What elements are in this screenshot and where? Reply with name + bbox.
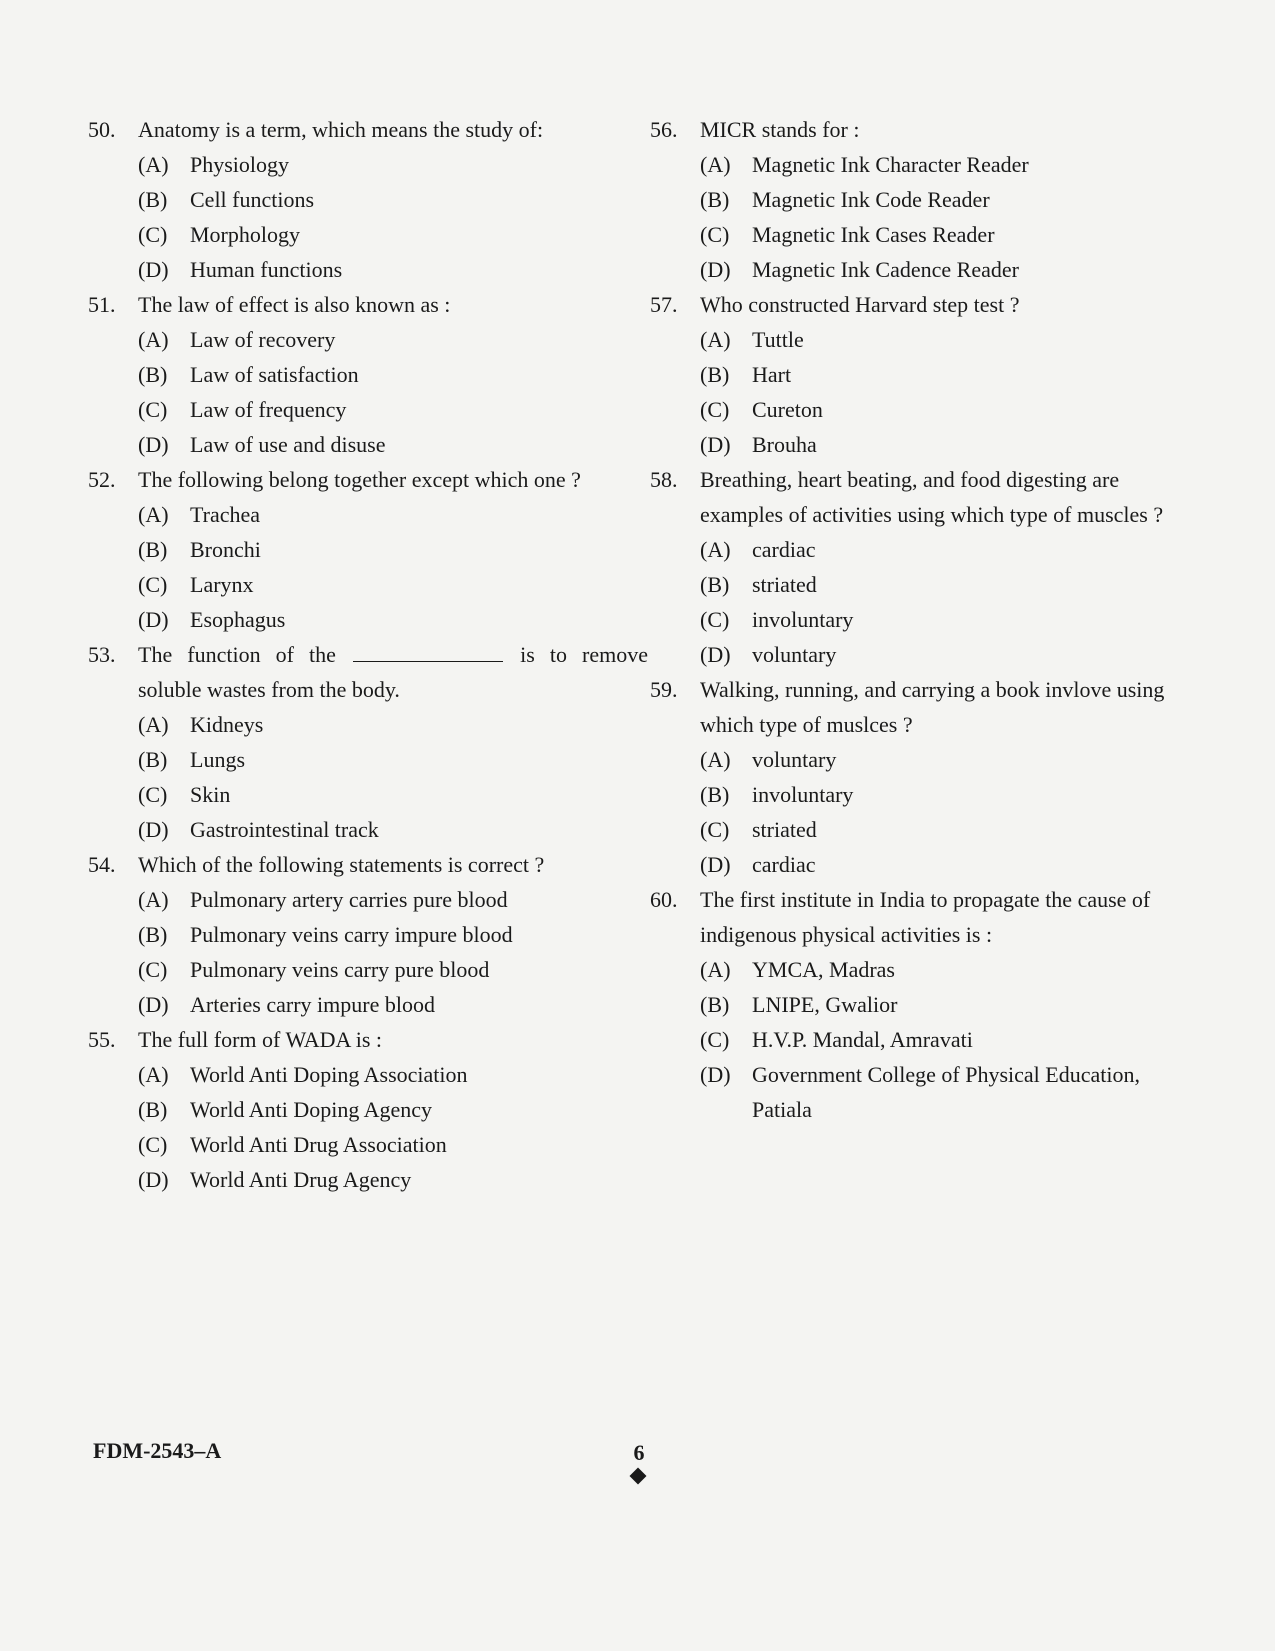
- option-text: Cell functions: [190, 187, 315, 212]
- option-text: cardiac: [752, 852, 816, 877]
- option-letter: (A): [138, 502, 169, 527]
- option-letter: (B): [138, 362, 168, 387]
- option-text: Law of use and disuse: [190, 432, 386, 457]
- question-text: Breathing, heart beating, and food digesting are examples of activities using which type of muscles ?: [700, 467, 1164, 527]
- option-text: Kidneys: [190, 712, 264, 737]
- option-text: Physiology: [190, 152, 290, 177]
- option-letter: (C): [700, 817, 730, 842]
- option-letter: (C): [138, 957, 168, 982]
- question-53: [88, 637, 648, 847]
- option-letter: (D): [700, 432, 731, 457]
- option-letter: (A): [138, 152, 169, 177]
- question-text-end: is to remove soluble wastes from the body.: [138, 642, 648, 702]
- option-text: Trachea: [190, 502, 261, 527]
- question-text: Anatomy is a term, which means the study of:: [138, 117, 544, 142]
- question-57: [650, 287, 1185, 462]
- option-letter: (B): [138, 747, 168, 772]
- option-text: Lungs: [190, 747, 245, 772]
- right-column: [650, 112, 1185, 1127]
- option-letter: (A): [700, 537, 731, 562]
- option-text: voluntary: [752, 747, 837, 772]
- option-letter: (D): [138, 607, 169, 632]
- option-text: YMCA, Madras: [752, 957, 895, 982]
- option-letter: (B): [700, 362, 730, 387]
- question-50: [88, 112, 648, 287]
- option-letter: (A): [700, 152, 731, 177]
- option-text: Arteries carry impure blood: [190, 992, 435, 1017]
- option-text: World Anti Doping Agency: [190, 1097, 433, 1122]
- question-58: [650, 462, 1185, 672]
- option-letter: (B): [700, 782, 730, 807]
- question-number: 54.: [88, 852, 116, 877]
- option-letter: (A): [700, 327, 731, 352]
- option-letter: (C): [700, 1027, 730, 1052]
- question-54: [88, 847, 648, 1022]
- option-text: Pulmonary artery carries pure blood: [190, 887, 508, 912]
- option-text: Law of recovery: [190, 327, 336, 352]
- question-text: The full form of WADA is :: [138, 1027, 383, 1052]
- question-number: 53.: [88, 642, 116, 667]
- question-60: [650, 882, 1185, 1127]
- question-number: 51.: [88, 292, 116, 317]
- option-text: Morphology: [190, 222, 300, 247]
- option-text: Cureton: [752, 397, 823, 422]
- option-text: involuntary: [752, 607, 854, 632]
- option-text: Magnetic Ink Character Reader: [752, 152, 1029, 177]
- question-text: The first institute in India to propagate the cause of indigenous physical activities is :: [700, 887, 1151, 947]
- option-text: Government College of Physical Education, Patiala: [752, 1062, 1140, 1122]
- option-text: Magnetic Ink Cases Reader: [752, 222, 995, 247]
- option-letter: (B): [138, 537, 168, 562]
- option-letter: (D): [700, 257, 731, 282]
- option-letter: (A): [138, 327, 169, 352]
- option-text: Brouha: [752, 432, 817, 457]
- option-text: cardiac: [752, 537, 816, 562]
- option-letter: (B): [700, 992, 730, 1017]
- option-letter: (D): [700, 1062, 731, 1087]
- option-text: Tuttle: [752, 327, 804, 352]
- option-text: Gastrointestinal track: [190, 817, 379, 842]
- option-text: voluntary: [752, 642, 837, 667]
- question-number: 56.: [650, 117, 678, 142]
- question-55: [88, 1022, 648, 1197]
- option-letter: (D): [138, 992, 169, 1017]
- option-letter: (D): [138, 432, 169, 457]
- question-text: The following belong together except which one ?: [138, 467, 581, 492]
- question-text-start: The function of the: [138, 642, 336, 667]
- question-text: MICR stands for :: [700, 117, 860, 142]
- option-text: World Anti Drug Association: [190, 1132, 447, 1157]
- question-number: 55.: [88, 1027, 116, 1052]
- page-number: 6: [633, 1440, 645, 1465]
- option-text: Law of satisfaction: [190, 362, 359, 387]
- option-text: Skin: [190, 782, 231, 807]
- option-letter: (B): [138, 922, 168, 947]
- question-number: 57.: [650, 292, 678, 317]
- option-text: World Anti Drug Agency: [190, 1167, 412, 1192]
- question-text: Walking, running, and carrying a book invlove using which type of muslces ?: [700, 677, 1165, 737]
- option-text: Law of frequency: [190, 397, 347, 422]
- option-text: World Anti Doping Association: [190, 1062, 468, 1087]
- option-letter: (C): [700, 222, 730, 247]
- question-number: 60.: [650, 887, 678, 912]
- option-letter: (B): [700, 187, 730, 212]
- option-letter: (A): [138, 712, 169, 737]
- question-text: Which of the following statements is correct ?: [138, 852, 545, 877]
- option-letter: (C): [138, 572, 168, 597]
- option-text: LNIPE, Gwalior: [752, 992, 898, 1017]
- option-letter: (C): [138, 397, 168, 422]
- question-number: 50.: [88, 117, 116, 142]
- option-letter: (D): [138, 817, 169, 842]
- option-text: Human functions: [190, 257, 343, 282]
- option-letter: (C): [138, 222, 168, 247]
- option-letter: (A): [700, 957, 731, 982]
- option-letter: (D): [700, 642, 731, 667]
- option-text: Pulmonary veins carry pure blood: [190, 957, 490, 982]
- paper-code: FDM-2543–A: [93, 1438, 222, 1463]
- question-text: Who constructed Harvard step test ?: [700, 292, 1020, 317]
- question-number: 58.: [650, 467, 678, 492]
- option-letter: (C): [138, 1132, 168, 1157]
- question-text: The law of effect is also known as :: [138, 292, 451, 317]
- option-letter: (C): [700, 607, 730, 632]
- option-letter: (D): [138, 1167, 169, 1192]
- option-letter: (B): [138, 1097, 168, 1122]
- option-letter: (D): [700, 852, 731, 877]
- option-letter: (C): [700, 397, 730, 422]
- question-text: [138, 637, 648, 707]
- option-text: Bronchi: [190, 537, 261, 562]
- option-text: Esophagus: [190, 607, 286, 632]
- option-letter: (D): [138, 257, 169, 282]
- question-52: [88, 462, 648, 637]
- question-59: [650, 672, 1185, 882]
- option-text: Larynx: [190, 572, 254, 597]
- option-letter: (B): [138, 187, 168, 212]
- fill-in-blank: [353, 641, 503, 662]
- left-column: [88, 112, 648, 1197]
- question-51: [88, 287, 648, 462]
- option-letter: (C): [138, 782, 168, 807]
- option-text: Magnetic Ink Code Reader: [752, 187, 990, 212]
- option-letter: (A): [138, 887, 169, 912]
- diamond-icon: [630, 1468, 647, 1485]
- option-text: striated: [752, 817, 817, 842]
- question-56: [650, 112, 1185, 287]
- option-text: involuntary: [752, 782, 854, 807]
- option-letter: (B): [700, 572, 730, 597]
- option-text: H.V.P. Mandal, Amravati: [752, 1027, 973, 1052]
- option-text: Hart: [752, 362, 792, 387]
- question-number: 59.: [650, 677, 678, 702]
- option-text: Pulmonary veins carry impure blood: [190, 922, 513, 947]
- option-text: Magnetic Ink Cadence Reader: [752, 257, 1019, 282]
- option-letter: (A): [138, 1062, 169, 1087]
- question-number: 52.: [88, 467, 116, 492]
- option-text: striated: [752, 572, 817, 597]
- option-letter: (A): [700, 747, 731, 772]
